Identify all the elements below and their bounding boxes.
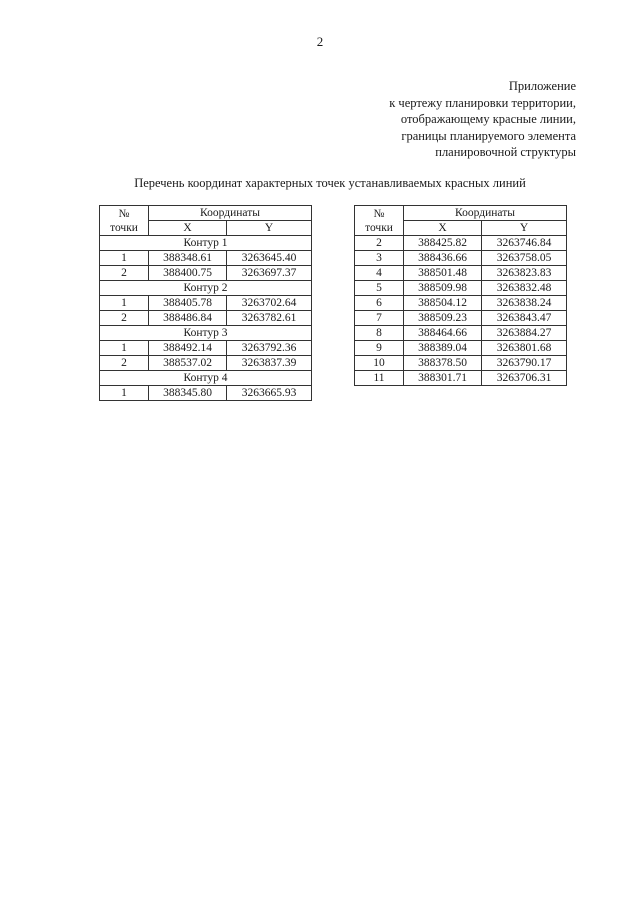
y-value: 3263792.36 [227, 341, 312, 356]
y-value: 3263823.83 [482, 266, 567, 281]
x-value: 388464.66 [404, 326, 482, 341]
table-row [355, 236, 567, 251]
point-number: 2 [100, 356, 149, 371]
x-value: 388400.75 [149, 266, 227, 281]
x-value: 388389.04 [404, 341, 482, 356]
contour-row [100, 371, 312, 386]
contour-row [100, 326, 312, 341]
table-row [355, 341, 567, 356]
y-value: 3263837.39 [227, 356, 312, 371]
number-header-symbol: № [373, 207, 385, 220]
table-row [355, 251, 567, 266]
table-row [100, 311, 312, 326]
x-value: 388405.78 [149, 296, 227, 311]
table-row [355, 296, 567, 311]
coordinates-table-left [99, 205, 312, 401]
table-row [100, 356, 312, 371]
point-number: 2 [355, 236, 404, 251]
appendix-line: границы планируемого элемента [401, 128, 576, 143]
coordinates-header: Координаты [149, 206, 312, 221]
y-value: 3263706.31 [482, 371, 567, 386]
table-row [355, 356, 567, 371]
contour-label: Контур 3 [100, 326, 312, 341]
x-value: 388504.12 [404, 296, 482, 311]
y-value: 3263665.93 [227, 386, 312, 401]
point-number: 3 [355, 251, 404, 266]
appendix-heading [276, 78, 576, 161]
table-row [355, 281, 567, 296]
coordinates-header: Координаты [404, 206, 567, 221]
y-value: 3263702.64 [227, 296, 312, 311]
contour-row [100, 281, 312, 296]
x-header: X [149, 221, 227, 236]
x-header: X [404, 221, 482, 236]
coordinates-table-right [354, 205, 567, 386]
table-row [355, 266, 567, 281]
number-header-word: точки [365, 221, 393, 234]
y-value: 3263832.48 [482, 281, 567, 296]
x-value: 388436.66 [404, 251, 482, 266]
y-value: 3263843.47 [482, 311, 567, 326]
number-header-word: точки [110, 221, 138, 234]
point-number: 11 [355, 371, 404, 386]
number-header [100, 206, 149, 236]
y-value: 3263645.40 [227, 251, 312, 266]
table-row [100, 386, 312, 401]
x-value: 388345.80 [149, 386, 227, 401]
point-number: 1 [100, 296, 149, 311]
point-number: 6 [355, 296, 404, 311]
point-number: 8 [355, 326, 404, 341]
y-value: 3263697.37 [227, 266, 312, 281]
y-value: 3263746.84 [482, 236, 567, 251]
point-number: 10 [355, 356, 404, 371]
x-value: 388509.23 [404, 311, 482, 326]
point-number: 1 [100, 386, 149, 401]
x-value: 388378.50 [404, 356, 482, 371]
x-value: 388486.84 [149, 311, 227, 326]
contour-label: Контур 2 [100, 281, 312, 296]
point-number: 1 [100, 341, 149, 356]
y-value: 3263782.61 [227, 311, 312, 326]
table-row [355, 326, 567, 341]
appendix-line: отображающему красные линии, [400, 112, 576, 126]
table-row [100, 251, 312, 266]
point-number: 5 [355, 281, 404, 296]
point-number: 2 [100, 266, 149, 281]
number-header-symbol: № [118, 207, 130, 220]
page-number: 2 [316, 34, 324, 49]
x-value: 388492.14 [149, 341, 227, 356]
appendix-line: к чертежу планировки территории, [389, 95, 576, 110]
table-row [355, 311, 567, 326]
table-row [100, 296, 312, 311]
x-value: 388348.61 [149, 251, 227, 266]
x-value: 388301.71 [404, 371, 482, 386]
list-title: Перечень координат характерных точек устанавливаемых красных линий [134, 176, 526, 190]
contour-row [100, 236, 312, 251]
point-number: 9 [355, 341, 404, 356]
number-header [355, 206, 404, 236]
table-row [355, 371, 567, 386]
point-number: 2 [100, 311, 149, 326]
y-header: Y [227, 221, 312, 236]
point-number: 4 [355, 266, 404, 281]
appendix-line: планировочной структуры [435, 145, 576, 159]
y-header: Y [482, 221, 567, 236]
y-value: 3263838.24 [482, 296, 567, 311]
x-value: 388501.48 [404, 266, 482, 281]
appendix-line: Приложение [508, 79, 576, 93]
table-row [100, 266, 312, 281]
point-number: 7 [355, 311, 404, 326]
x-value: 388425.82 [404, 236, 482, 251]
contour-label: Контур 1 [100, 236, 312, 251]
y-value: 3263884.27 [482, 326, 567, 341]
table-row [100, 341, 312, 356]
y-value: 3263758.05 [482, 251, 567, 266]
y-value: 3263790.17 [482, 356, 567, 371]
y-value: 3263801.68 [482, 341, 567, 356]
contour-label: Контур 4 [100, 371, 312, 386]
x-value: 388509.98 [404, 281, 482, 296]
point-number: 1 [100, 251, 149, 266]
x-value: 388537.02 [149, 356, 227, 371]
